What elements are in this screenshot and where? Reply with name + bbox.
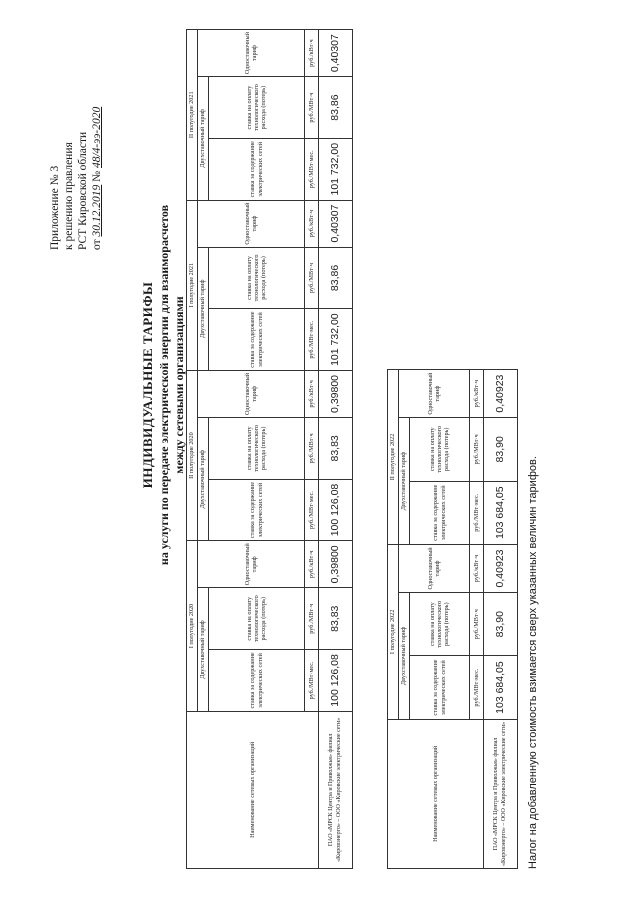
- rate-losses-header: ставка на оплату технологического расхода (потерь): [209, 588, 305, 650]
- rate-losses-header: ставка на оплату технологического расхода (потерь): [209, 77, 305, 139]
- rate-maintenance-header: ставка за содержание электрических сетей: [410, 656, 470, 719]
- unit-cell: руб./кВт·ч: [305, 541, 319, 588]
- unit-cell: руб./МВт·мес.: [305, 309, 319, 371]
- tariff-value: 83,90: [484, 593, 518, 656]
- appendix-date: 30.12.2019: [91, 184, 103, 237]
- period-header: II полугодие 2022: [388, 370, 399, 545]
- two-part-tariff-header: Двухставочный тариф: [198, 77, 209, 200]
- period-header: I полугодие 2022: [388, 544, 399, 719]
- tariff-value: 0,40307: [319, 200, 353, 247]
- tariff-value: 0,39800: [319, 370, 353, 417]
- tariff-value: 0,40307: [319, 30, 353, 77]
- tariff-value: 83,86: [319, 247, 353, 309]
- unit-cell: руб./кВт·ч: [470, 544, 484, 592]
- tariff-value: 103 684,05: [484, 481, 518, 544]
- tariff-value: 100 126,08: [319, 479, 353, 541]
- appendix-line-1: Приложение № 3: [49, 165, 61, 250]
- appendix-number-prefix: №: [91, 170, 103, 182]
- tariff-table-2020-2021: [186, 29, 353, 869]
- document-subtitle-2: между сетевыми организациями: [172, 296, 186, 474]
- tariff-value: 83,83: [319, 588, 353, 650]
- unit-cell: руб./кВт·ч: [305, 30, 319, 77]
- org-name-cell: ПАО «МРСК Центра и Приволжья» филиал «Кировэнерго» – ООО «Кировские электрические сети»: [319, 711, 353, 868]
- appendix-number: 48/4-ээ-2020: [91, 106, 103, 169]
- unit-cell: руб./МВт·ч: [305, 588, 319, 650]
- two-part-tariff-header: Двухставочный тариф: [399, 593, 410, 720]
- unit-cell: руб./кВт·ч: [305, 370, 319, 417]
- unit-cell: руб./МВт·ч: [305, 77, 319, 139]
- single-rate-header: Одноставочный тариф: [198, 30, 305, 77]
- period-header: II полугодие 2021: [187, 30, 198, 201]
- document-title: ИНДИВИДУАЛЬНЫЕ ТАРИФЫ: [140, 281, 155, 489]
- single-rate-header: Одноставочный тариф: [198, 200, 305, 247]
- org-name-header: Наименование сетевых организаций: [187, 711, 319, 868]
- rate-maintenance-header: ставка за содержание электрических сетей: [209, 138, 305, 200]
- org-name-cell: ПАО «МРСК Центра и Приволжья» филиал «Кировэнерго» – ООО «Кировские электрические сети»: [484, 719, 518, 868]
- two-part-tariff-header: Двухставочный тариф: [399, 418, 410, 545]
- single-rate-header: Одноставочный тариф: [399, 370, 470, 418]
- single-rate-header: Одноставочный тариф: [399, 544, 470, 592]
- rate-maintenance-header: ставка за содержание электрических сетей: [209, 309, 305, 371]
- tariff-table-2022: [387, 369, 518, 869]
- tariff-value: 100 126,08: [319, 650, 353, 712]
- rate-losses-header: ставка на оплату технологического расхода (потерь): [410, 418, 470, 481]
- appendix-line-4: [90, 107, 104, 250]
- appendix-date-prefix: от: [91, 239, 103, 250]
- unit-cell: руб./МВт·мес.: [305, 138, 319, 200]
- period-header: II полугодие 2020: [187, 370, 198, 540]
- vat-note: Налог на добавленную стоимость взимается сверх указанных величин тарифов.: [527, 456, 539, 869]
- rate-maintenance-header: ставка за содержание электрических сетей: [410, 481, 470, 544]
- tariff-value: 0,40923: [484, 544, 518, 592]
- appendix-line-2: к решению правления: [63, 142, 75, 250]
- two-part-tariff-header: Двухставочный тариф: [198, 247, 209, 370]
- two-part-tariff-header: Двухставочный тариф: [198, 588, 209, 711]
- tariff-value: 0,39800: [319, 541, 353, 588]
- period-header: I полугодие 2021: [187, 200, 198, 370]
- tariff-value: 101 732,00: [319, 138, 353, 200]
- unit-cell: руб./МВт·ч: [305, 247, 319, 309]
- unit-cell: руб./МВт·мес.: [470, 481, 484, 544]
- rate-maintenance-header: ставка за содержание электрических сетей: [209, 479, 305, 541]
- appendix-block: [48, 107, 104, 250]
- unit-cell: руб./МВт·мес.: [305, 479, 319, 541]
- tariff-value: 0,40923: [484, 370, 518, 418]
- unit-cell: руб./МВт·ч: [470, 418, 484, 481]
- single-rate-header: Одноставочный тариф: [198, 370, 305, 417]
- tariff-value: 101 732,00: [319, 309, 353, 371]
- unit-cell: руб./МВт·мес.: [305, 650, 319, 712]
- tariff-value: 83,90: [484, 418, 518, 481]
- rate-losses-header: ставка на оплату технологического расхода (потерь): [209, 417, 305, 479]
- period-header: I полугодие 2020: [187, 541, 198, 711]
- tariff-value: 103 684,05: [484, 656, 518, 719]
- tariff-value: 83,83: [319, 417, 353, 479]
- org-name-header: Наименование сетевых организаций: [388, 719, 484, 868]
- unit-cell: руб./кВт·ч: [470, 370, 484, 418]
- two-part-tariff-header: Двухставочный тариф: [198, 417, 209, 540]
- unit-cell: руб./МВт·мес.: [470, 656, 484, 719]
- document-subtitle-1: на услуги по передаче электрической энергии для взаиморасчетов: [157, 204, 171, 566]
- rate-losses-header: ставка на оплату технологического расхода (потерь): [410, 593, 470, 656]
- rate-maintenance-header: ставка за содержание электрических сетей: [209, 650, 305, 712]
- unit-cell: руб./МВт·ч: [305, 417, 319, 479]
- unit-cell: руб./МВт·ч: [470, 593, 484, 656]
- single-rate-header: Одноставочный тариф: [198, 541, 305, 588]
- appendix-line-3: РСТ Кировской области: [77, 131, 89, 250]
- unit-cell: руб./кВт·ч: [305, 200, 319, 247]
- tariff-value: 83,86: [319, 77, 353, 139]
- rate-losses-header: ставка на оплату технологического расхода (потерь): [209, 247, 305, 309]
